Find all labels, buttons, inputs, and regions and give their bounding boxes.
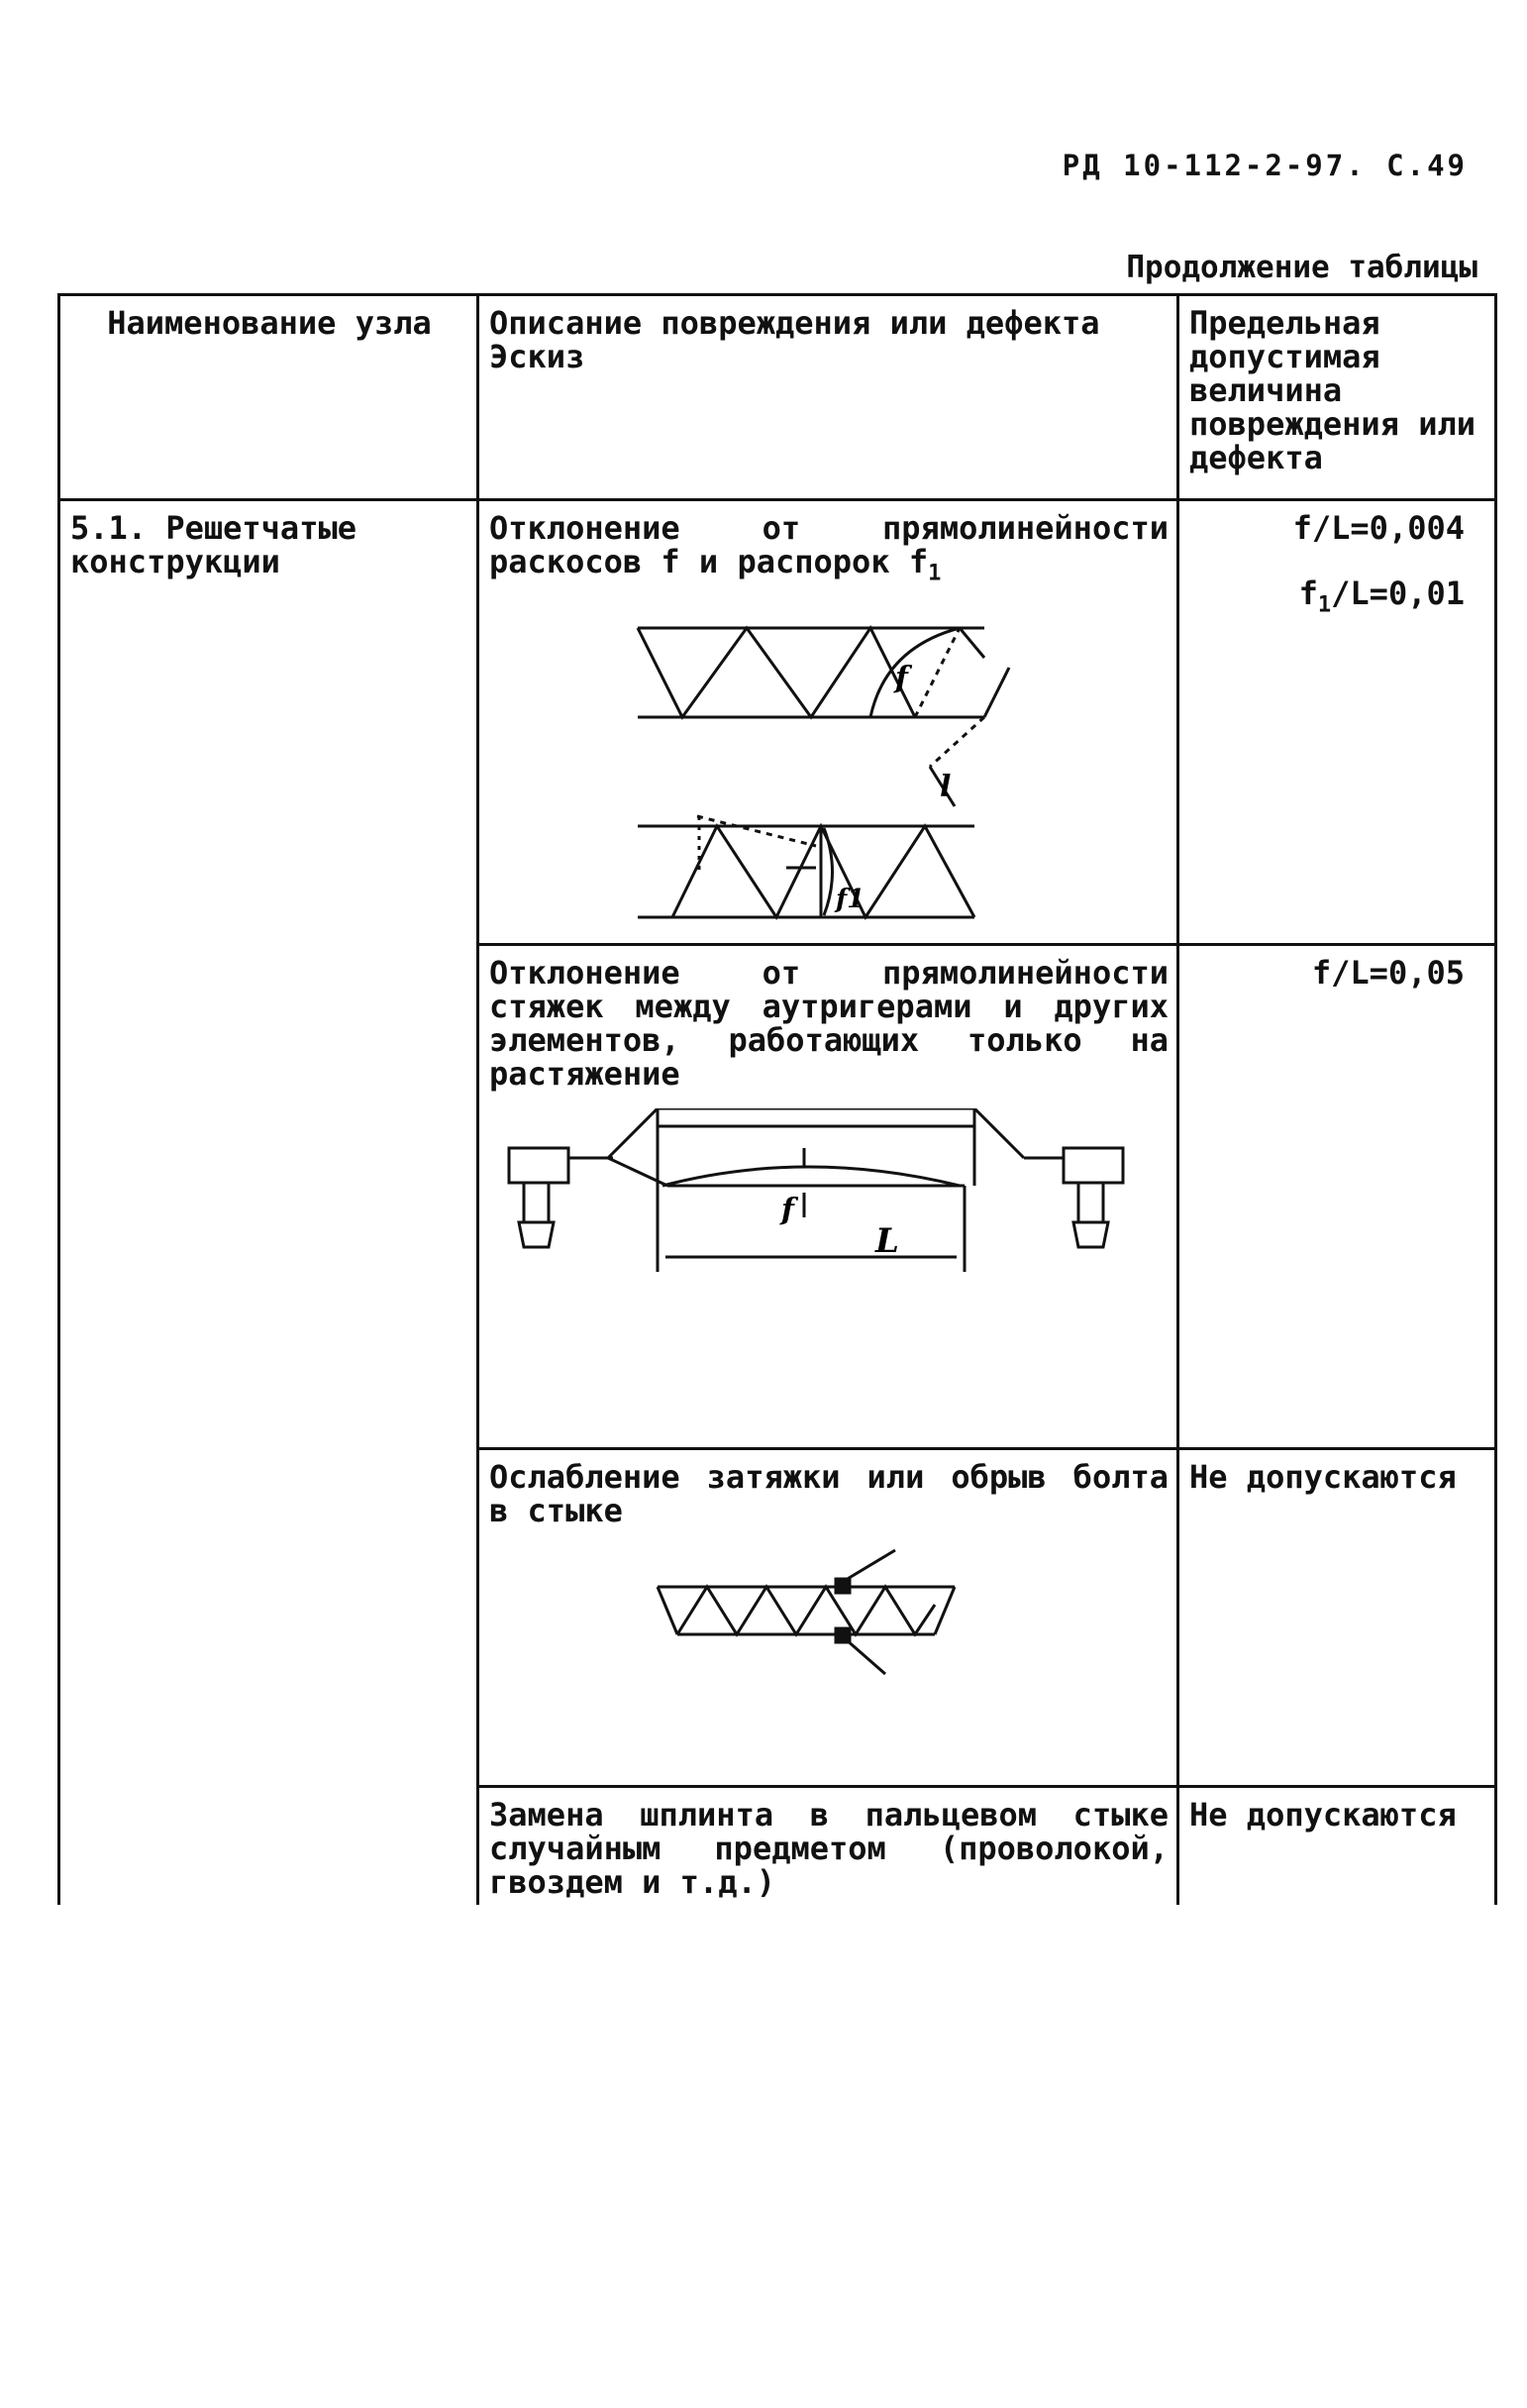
table-continuation-label: Продолжение таблицы: [1126, 250, 1477, 285]
limit-cell: [1178, 500, 1496, 945]
description-text: Отклонение от прямолинейности раскосов f и распорок $f_1$: [489, 509, 1169, 586]
sketch-label-f: f: [781, 1193, 794, 1227]
bolted-joint-sketch: [489, 1545, 1143, 1684]
limit-value: Не допускаются: [1189, 1796, 1457, 1833]
limit-value: f/L=0,05: [1311, 954, 1465, 992]
defects-table: [57, 293, 1497, 1905]
limit-value-2: $f_1/L=0,01$: [1298, 575, 1465, 618]
header-node-name: Наименование узла: [59, 295, 478, 500]
limit-cell: [1178, 1449, 1496, 1787]
sketch-label-f: f: [895, 661, 908, 696]
table-row: [59, 500, 1496, 945]
description-cell: [478, 945, 1178, 1449]
outrigger-tie-sketch: [489, 1108, 1143, 1307]
description-text: Ослабление затяжки или обрыв болта в стыке: [489, 1458, 1169, 1529]
truss-deflection-sketch: [489, 608, 1143, 925]
limit-value: Не допускаются: [1189, 1458, 1457, 1496]
description-cell: [478, 1449, 1178, 1787]
description-text: Отклонение от прямолинейности стяжек между аутригерами и других элементов, работающих только на растяжение: [489, 954, 1169, 1093]
description-text: Замена шплинта в пальцевом стыке случайным предметом (проволокой, гвоздем и т.д.): [489, 1796, 1169, 1901]
description-cell: [478, 1787, 1178, 1906]
page-header: РД 10-112-2-97. С.49: [1062, 149, 1468, 182]
node-name-cell: [59, 500, 478, 1906]
node-name: 5.1. Решетчатые конструкции: [70, 509, 356, 580]
limit-value-1: f/L=0,004: [1292, 509, 1465, 547]
limit-cell: [1178, 945, 1496, 1449]
sketch-label-f1: f1: [836, 885, 865, 915]
header-limit: Предельная допустимая величина повреждения или дефекта: [1178, 295, 1496, 500]
header-description: Описание повреждения или дефекта Эскиз: [478, 295, 1178, 500]
table-header-row: [59, 295, 1496, 500]
sketch-label-l: l: [940, 770, 952, 805]
limit-cell: [1178, 1787, 1496, 1906]
sketch-label-L: L: [875, 1221, 899, 1261]
description-cell: [478, 500, 1178, 945]
